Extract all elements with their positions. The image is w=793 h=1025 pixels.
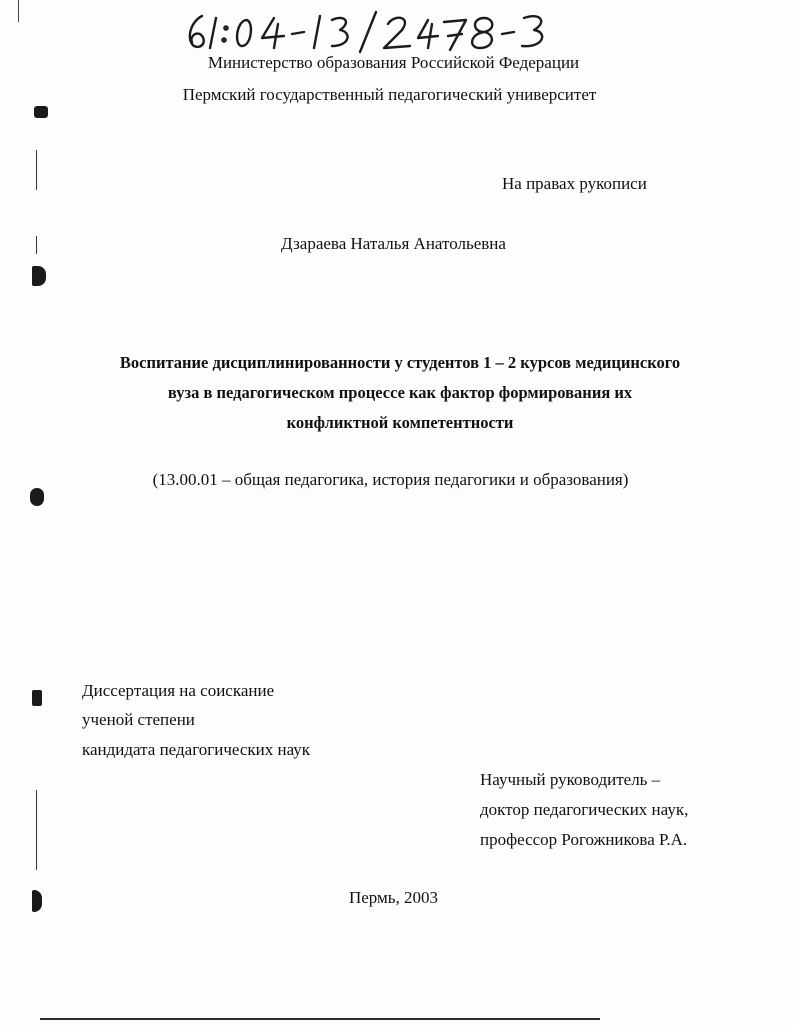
binding-hole-mark <box>34 106 48 118</box>
ministry-name: Министерство образования Российской Федерации <box>207 53 580 72</box>
supervisor-line-1: Научный руководитель – <box>480 770 661 789</box>
rights-note: На правах рукописи <box>502 174 647 193</box>
title-line-1: Воспитание дисциплинированности у студентов 1 – 2 курсов медицинского <box>119 353 681 372</box>
binding-hole-mark <box>32 690 42 706</box>
supervisor-line-2: доктор педагогических наук, <box>480 800 689 819</box>
scan-edge-line <box>36 790 37 870</box>
scan-edge-line <box>36 236 37 254</box>
city-year: Пермь, 2003 <box>348 888 439 907</box>
handwritten-archive-number <box>180 6 560 58</box>
supervisor-line-3: профессор Рогожникова Р.А. <box>480 830 688 849</box>
dissertation-title <box>60 348 740 438</box>
scan-bottom-edge <box>40 1018 600 1020</box>
binding-hole-mark <box>32 266 46 286</box>
title-line-3: конфликтной компетентности <box>286 413 514 432</box>
dissertation-line-2: ученой степени <box>82 710 195 729</box>
author-name: Дзараева Наталья Анатольевна <box>281 234 506 253</box>
university-name: Пермский государственный педагогический университет <box>182 85 597 104</box>
scan-edge-line <box>36 150 37 190</box>
handwritten-number-drawing <box>180 6 560 58</box>
dissertation-line-3: кандидата педагогических наук <box>82 740 311 759</box>
title-line-2: вуза в педагогическом процессе как фактор формирования их <box>167 383 633 402</box>
scan-edge-mark <box>18 0 19 22</box>
dissertation-line-1: Диссертация на соискание <box>82 681 275 700</box>
specialty-code: (13.00.01 – общая педагогика, история педагогики и образования) <box>152 470 629 489</box>
binding-hole-mark <box>30 488 44 506</box>
